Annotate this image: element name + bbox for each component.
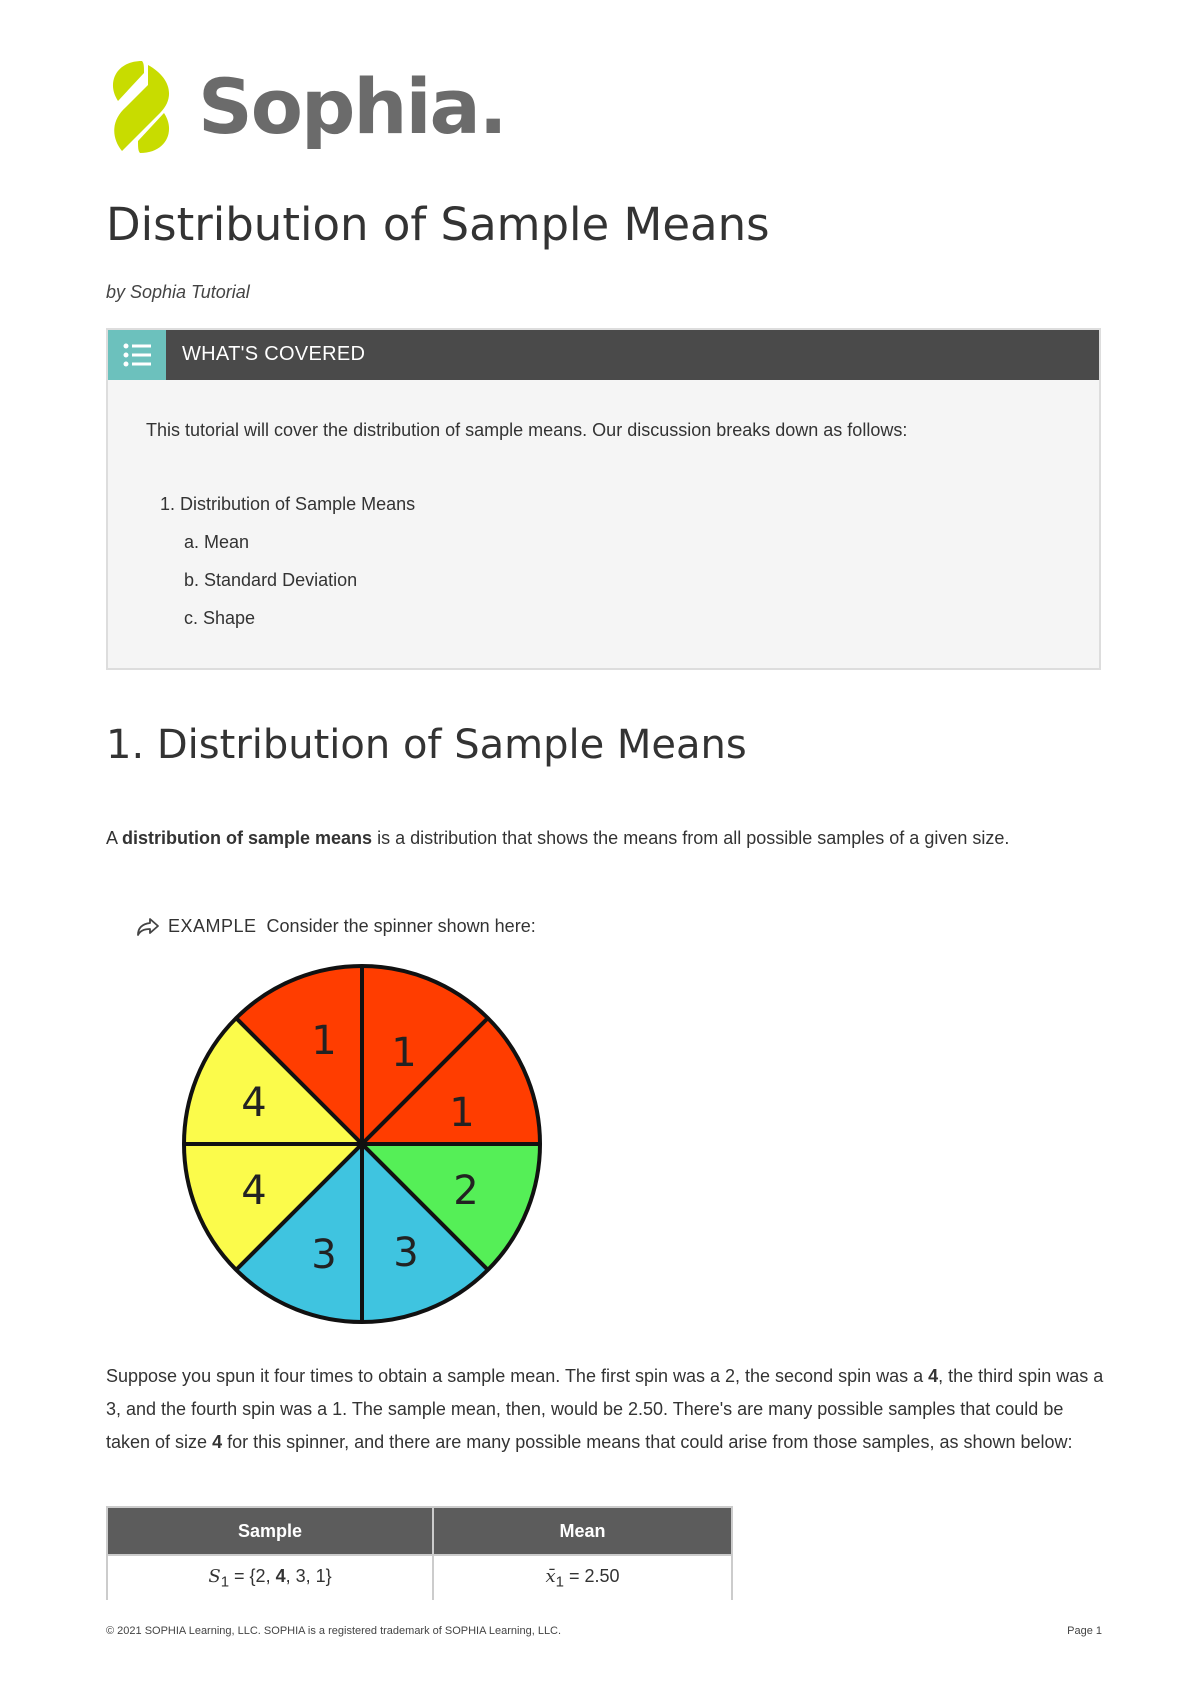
copyright-text: © 2021 SOPHIA Learning, LLC. SOPHIA is a registered trademark of SOPHIA Learning, LLC.: [106, 1625, 562, 1637]
table-cell-mean: $x̄_1 = 2.50$: [433, 1555, 732, 1600]
example-tag: EXAMPLE: [168, 916, 257, 936]
spinner-label: 4: [241, 1080, 267, 1126]
byline: by Sophia Tutorial: [106, 282, 250, 302]
body-paragraph: Suppose you spun it four times to obtain a sample mean. The first spin was a 2, the second spin was a 4, the third spin was a 3, and the fourth spin was a 1. The sample mean, then, would be 2.50. There's are many possible samples that could be taken of size 4 for this spinner, and there are many possible means that could arise from those samples, as shown below:: [106, 1366, 1104, 1452]
table-row: [107, 1555, 732, 1600]
sophia-wordmark: Sophia.: [198, 62, 506, 151]
page-number: Page 1: [1067, 1625, 1102, 1637]
spinner-diagram: [180, 962, 544, 1326]
spinner-label: 1: [391, 1030, 417, 1076]
whats-covered-box: [106, 328, 1101, 670]
spinner-label: 3: [311, 1232, 337, 1278]
spinner-label: 1: [311, 1018, 337, 1064]
whats-covered-intro: This tutorial will cover the distribution of sample means. Our discussion breaks down as follows:: [146, 420, 908, 440]
defined-term: distribution of sample means: [122, 828, 373, 848]
list-item: b. Standard Deviation: [184, 570, 358, 590]
whats-covered-list: [160, 492, 415, 644]
samples-table: [106, 1506, 733, 1600]
definition-paragraph: A distribution of sample means is a distribution that shows the means from all possible samples of a given size.: [106, 828, 1010, 848]
table-cell-sample: $S_1 = \{2$, 4, 3, 1}: [107, 1555, 433, 1600]
page-title: Distribution of Sample Means: [106, 198, 770, 251]
list-icon: [108, 330, 166, 380]
example-text: Consider the spinner shown here:: [266, 916, 536, 936]
whats-covered-label: WHAT'S COVERED: [182, 343, 366, 365]
sophia-mark-icon: [104, 55, 178, 159]
whats-covered-header: [108, 330, 1099, 380]
list-item: 1. Distribution of Sample Means: [160, 494, 416, 514]
table-header-mean: Mean: [433, 1507, 732, 1555]
list-item: a. Mean: [184, 532, 250, 552]
page-footer: [106, 1625, 1102, 1637]
spinner-label: 4: [241, 1168, 267, 1214]
sophia-logo: [104, 55, 506, 159]
spinner-label: 3: [393, 1230, 419, 1276]
section-heading: 1. Distribution of Sample Means: [106, 722, 747, 768]
list-item: c. Shape: [184, 608, 256, 628]
spinner-label: 2: [453, 1168, 479, 1214]
spinner-label: 1: [449, 1090, 475, 1136]
table-header-sample: Sample: [107, 1507, 433, 1555]
example-callout: [136, 916, 536, 937]
share-arrow-icon: [136, 917, 160, 937]
